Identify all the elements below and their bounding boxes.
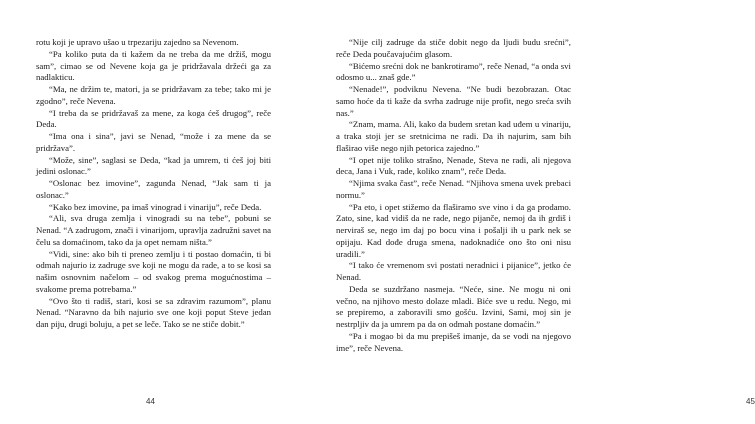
paragraph: “Vidi, sine: ako bih ti preneo zemlju i ti postao domaćin, ti bi odmah najurio iz zadruge sve koji ne mogu da rade, a to se kosi sa našim osnovnim načelom – od svakog prema mogućnostima – svakome prema potrebama.” (36, 248, 271, 294)
paragraph: Deda se suzdržano nasmeja. “Neće, sine. Ne mogu ni oni večno, na njihovo mesto dolaze mladi. Biće sve u redu. Nego, mi se prepiremo, a zaboravili smo gošću. Izvini, Sami, moj sin je nestrpljiv da ja umrem pa da on odmah postane domaćin.” (336, 283, 571, 329)
paragraph: rotu koji je upravo ušao u trpezariju zajedno sa Nevenom. (36, 37, 239, 47)
paragraph: “I opet nije toliko strašno, Nenade, Steva ne radi, ali njegova deca, Jana i Vuk, rade, koliko znam”, reče Deda. (336, 154, 571, 177)
paragraph: “Ima ona i sina”, javi se Nenad, “može i za mene da se pridržava”. (36, 131, 271, 153)
paragraph: “Kako bez imovine, pa imaš vinograd i vinariju”, reče Deda. (49, 201, 262, 212)
paragraph: “I treba da se pridržavaš za mene, za koga ćeš drugog”, reče Deda. (36, 107, 271, 130)
paragraph: “Nenade!”, podviknu Nevena. “Ne budi bezobrazan. Otac samo hoće da ti kaže da svrha zadruge nije profit, nego sreća svih nas.” (336, 84, 571, 118)
paragraph: “Njima svaka čast”, reče Nenad. “Njihova smena uvek prebaci normu.” (336, 178, 571, 200)
page-number: 44 (146, 397, 155, 406)
paragraph: “Može, sine”, saglasi se Deda, “kad ja umrem, ti ćeš joj biti jedini oslonac.” (36, 154, 271, 177)
left-page-text (36, 37, 271, 331)
paragraph: “Ma, ne držim te, matori, ja se pridržavam za tebe; tako mi je zgodno”, reče Nevena. (36, 84, 271, 106)
right-page-text (336, 37, 571, 354)
paragraph: “I tako će vremenom svi postati neradnici i pijanice”, jetko će Nenad. (336, 260, 571, 282)
page-number: 45 (746, 397, 755, 406)
paragraph: “Pa eto, i opet stižemo da flaširamo sve vino i da ga prodamo. Zato, sine, kad vidiš da ne rade, nego pijančе, nemoj da ih grdiš i nerviraš se, nego im daj po bocu vina i pošalji ih u park nek se opijaju. Kad dođe druga smena, nadoknadiće ono što oni nisu uradili.” (336, 201, 571, 259)
left-page (0, 0, 300, 424)
paragraph: “Oslonac bez imovine”, zagunđa Nenad, “Jak sam ti ja oslonac.” (36, 178, 271, 200)
paragraph: “Bićemo srećni dok ne bankrotiramo”, reče Nenad, “a onda svi odosmo u... znaš gde.” (336, 60, 571, 83)
paragraph: “Znam, mama. Ali, kako da budem sretan kad uđem u vinariju, a traka stoji jer se sretnicima ne radi. Da ih najurim, sam bih flaširao više nego njih petorica zajedno.” (336, 119, 571, 153)
paragraph: “Ali, sva druga zemlja i vinogradi su na tebe”, pobuni se Nenad. “A zadrugom, znači i vinarijom, upravlja zadružni savet na čelu sa domaćinom, tako da ja opet nemam ništa.” (36, 213, 271, 247)
paragraph: “Pa i mogao bi da mu prepišeš imanje, da se vodi na njegovo ime”, reče Nevena. (336, 330, 571, 353)
paragraph: “Pa koliko puta da ti kažem da ne treba da me držiš, mogu sam”, cimao se od Nevene koja ga je pridržavala držeći ga za nadlakticu. (36, 48, 271, 83)
right-page (300, 0, 755, 424)
paragraph: “Ovo što ti radiš, stari, kosi se sa zdravim razumom”, planu Nenad. “Naravno da bih najurio sve one koji poput Steve jedan dan piju, drugi boluju, a pet se leče. Tako se ne stiče dobit.” (36, 295, 271, 329)
paragraph: “Nije cilj zadruge da stiče dobit nego da ljudi budu srećni”, reče Deda poučavajućim glasom. (336, 37, 571, 59)
